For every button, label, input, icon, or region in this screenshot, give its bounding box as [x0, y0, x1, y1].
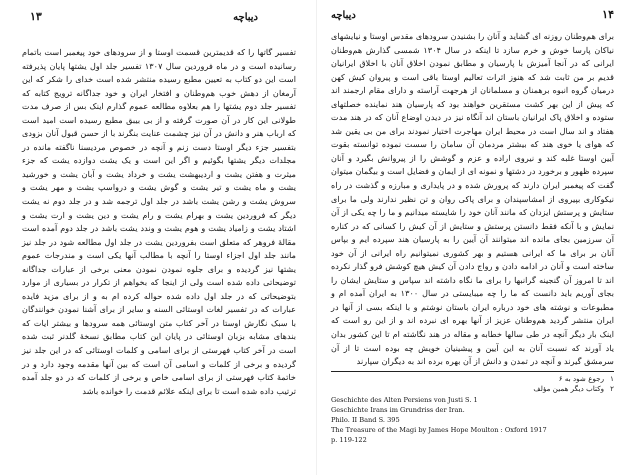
footnote	[331, 384, 614, 394]
reference-line: Philo. II Band S. 395	[331, 415, 400, 424]
footnote-divider	[331, 371, 614, 372]
reference-line: The Treasure of the Magi by James Hope Moulton : Oxford 1917	[331, 425, 547, 434]
right-page	[316, 0, 630, 475]
footnote-text: رجوع شود به ۶	[558, 373, 605, 383]
footnote-marker: ۲	[610, 383, 614, 393]
reference-line: Geschichte des Alten Persiens von Justi S. 1	[331, 395, 478, 404]
page-header	[30, 10, 258, 32]
running-title: دیباچه	[233, 12, 258, 23]
reference-line: Geschichte Irans im Grundriss der Iran.	[331, 405, 465, 414]
page-header	[331, 8, 614, 30]
page-number: ۱۴	[602, 8, 614, 21]
footnotes	[331, 374, 614, 394]
paragraph: تفسیر گاتها را که قدیمترین قسمت اوستا و از سرودهای خود پیغمبر است باتمام رسانیده است و در ماه فروردین سال ۱۳۰۷ تفسیر جلد اول یشتها پایان پذیرفته است این دو کتاب به تعیین مطبع رسیده منتشر شده است خدای را شکر که این آرمغان از دهش خوب هم‌وطنان و افتخار ایران و خود جداگانه ترویج کتابه که تفسیر جلد دوم یشتها را هم بعلاوه مطالعه عموم گذارم اینک بس از صرف مدت طولانی این کار در آن صورت گرفته و از بی بیبق مطبع رسیده است امید است که ارباب هنر و دانش در آن نیز چشمت عنایت بنگرند با از حسن قبول آنان بزودی بتفسیر جزء دیگر اوستا دست زنم و آنچه در خصوص مردیسنا ناگفته مانده در مجلدات دیگر یشتها بگوئیم و اگر این است و یک یشت دوازده یشت که جزء میثرت و هفتن یشت و اردیبهشت یشت و خرداد یشت و آبان یشت و خورشید یشت و ماه یشت و تیر یشت و گوش یشت و درواسپ یشت و مهر یشت و سروش یشت و رشن یشت باشد در جلد اول ترجمه شد و در جلد دوم نه یشت دیگر که فروردین یشت و بهرام یشت و رام یشت و دین یشت و ارت یشت و اشتاد یشت و زامیاد یشت و هوم یشت و وندد یشت باشد در جلد دوم آمده است مقالهٔ فروهر که متعلق است بفروردین یشت در جلد اول مطالعه شود در جلد نیز مانند جلد اول اجزاء اوستا را آنچه با مطالب آنها یکی است و مندرجات عموم یشتها نیز گردیده و برای جلوه نمودن نمودن معنی برخی از عبارات جداگانه توضیحاتی داده شده است ولی از اینجا که بخواهم از تکرار در بسیاری از موارد بتوضیحاتی که در جلد اول داده شده حواله کرده ام به و از برای مزید فایده عبارات که در تفسیر لغات اوستائی السنه و سایر از برای آشنا نمودن خوانندگان با سبک نگارش اوستا در آخر کتاب متن اوستائی همه سرودها و بیشتر ایات که بندهای مشابه بزبان اوستائی در پایان این کتاب مطابق نسخهٔ گلدنر ثبت شده است در آخر کتاب فهرستی از برای اسامی و کلمات اوستائی که در این جلد نیز گردیده و برخی از کلمات و اسامی آن است که بین آنها مقدمه وجود دارد و در خاتمهٔ کتاب فهرستی از برای اسامی خاص و برخی از کلمات که در دو جلد آمده ترتیب داده شده است تا برای اینکه علائم قدمت را خوانده باشد	[22, 47, 297, 396]
footnote-marker: ۱	[610, 373, 614, 383]
references	[331, 395, 614, 445]
left-page	[0, 0, 312, 475]
running-title: دیباچه	[331, 10, 356, 21]
footnote-text: وکتاب دیگر همین مؤلف	[533, 383, 605, 393]
body-text	[331, 30, 614, 369]
page-number: ۱۳	[30, 10, 42, 23]
footnote	[331, 374, 614, 384]
reference-line: p. 119-122	[331, 435, 367, 444]
paragraph: برای هم‌وطنان روزنه ای گشاید و آنان را بشنیدن سرودهای مقدس اوستا و نیایشهای نیاکان پارسا خوش و خرم سازد تا اینکه در سال ۱۳۰۴ شمسی گذارش هم‌وطنان ایرانی که در آنجا آمیزش با پارسیان و مطابق نمودن اخلاق آنان با اخلاق ایرانیان قدیم بر من ثابت شد که هنوز اثرات تعالیم اوستا باقی است و پیروان کیش کهن درمیان گروه انبوه برهمنان و مسلمانان از هرجهت آراسته و دارای مقام ارجمند اند که پیش از این بهر کشت مستقرین خواهند بود که پارسیان هند نماینده خصلتهای ستوده و اخلاق پاک ایرانیان باستان اند آنگاه نیز در دیدن اوضاع آنان که در هند مدت هفتاد و اند سال است در محیط ایران مهاجرت اختیار نمودند برای من بی یقین شد که هوای یا خوی هند که بیشتر مردمان آن سامان را سست نموده توانسته بقوت آیین اوستا غلبه کند و نیروی اراده و عزم و گوشش را از پیروانش بگیرد و آنان سپرده ظهور و برخورد در دشتها و نمونه ای از ایمان و فضایل است و بیگمان میتوان گفت که پیغمبر ایران دارند که پرورش شده و در پایداری و مبارزه و گذشت در راه نیکوکاری بپیروی از امشاسپندان و برای پاکی روان و تن نظیر ندارند ولی ما برای ستایش و پرستش ایزدان که مانند آنان خود را شایسته میدانیم و ما را چه یکی از آن نمایش و با آنکه فقط دانستن پرستش و ستایش از آن کیش را کسانی که در کناره آن سرزمین بجای مانده اند میتوانند آن آیین را به پارسیان هند سپرده ایم و بپاس آنان بر برای ما که ایرانی هستیم و بهر کشوری نمیتوانیم راه ایرانی از آن خود ساخته است و آنان در ادامه دادن و رواج دادن آن کیش هیچ کوشش فرو گذار نکرده اند تا امروز آن گنجینه گرانبها را برای ما نگاه داشته اند سپاس و ستایش ایشان را بجای آوریم باید دانست که ما را چه میبایستی در سال ۱۳۰۰ به ایران آمده ام و مطبوعات و نوشته های خود درباره ایران باستان نوشتم و با اینکه بسی از آنها در ایران منتشر گردید هم‌وطنان عزیز از آنها بهره ای نبرده اند و از این رو است که اینک بار دیگر آنچه در طی سالها خطابه و مقاله در هند نگاشته ام تا این کشور بدان یاد آورند که نسبت آنان به این آیین و پیشینیان خویش چه بوده است تا از آن سرمشق گیرند و آنچه در تمدن و دانش از آن بهره برده اند به دیگران سپارند	[331, 31, 614, 367]
body-text	[22, 46, 296, 398]
